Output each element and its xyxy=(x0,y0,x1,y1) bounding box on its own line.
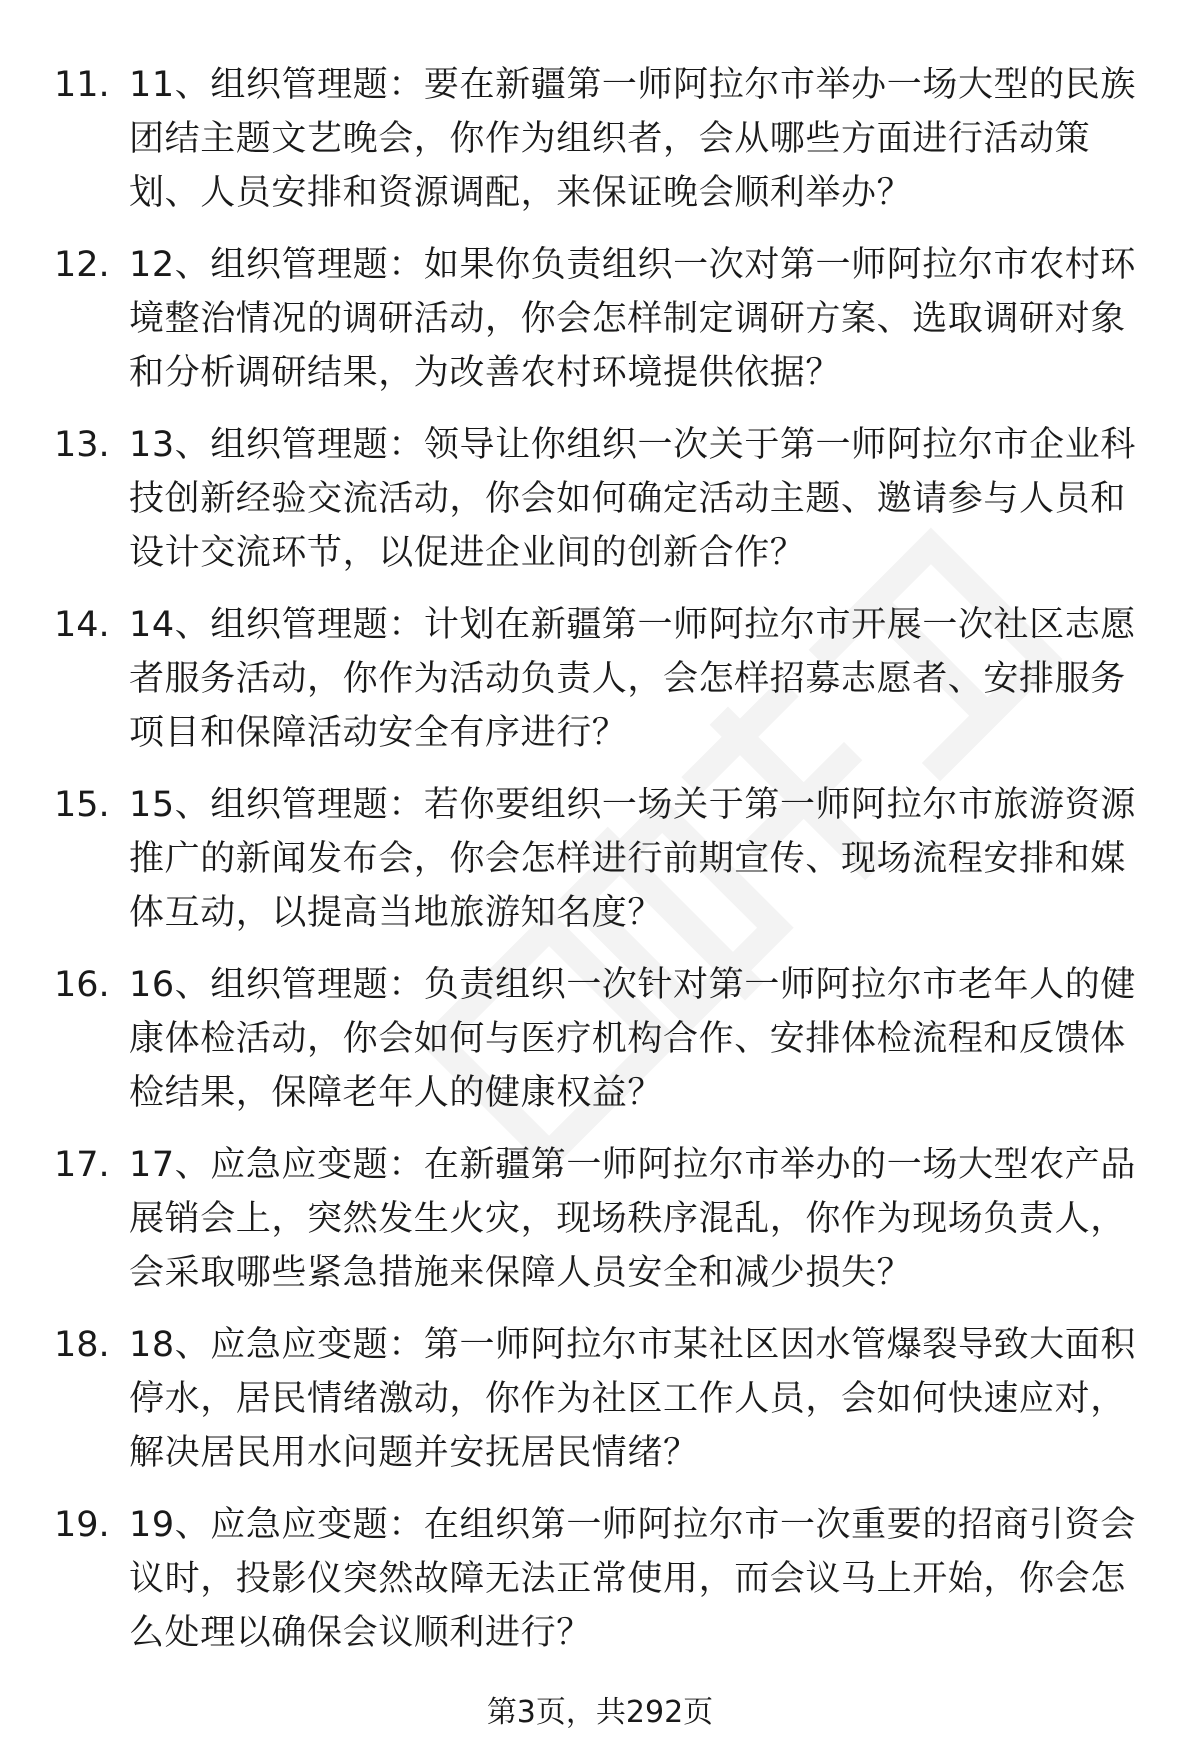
question-text: 14、组织管理题：计划在新疆第一师阿拉尔市开展一次社区志愿者服务活动，你作为活动负责人，会怎样招募志愿者、安排服务项目和保障活动安全有序进行？ xyxy=(129,605,1136,753)
list-item xyxy=(0,238,1200,418)
question-number: 13. xyxy=(54,425,110,465)
question-text: 15、组织管理题：若你要组织一场关于第一师阿拉尔市旅游资源推广的新闻发布会，你会怎样进行前期宣传、现场流程安排和媒体互动，以提高当地旅游知名度？ xyxy=(129,785,1136,933)
page-number-label: 第3页，共292页 xyxy=(486,1695,714,1730)
question-text: 17、应急应变题：在新疆第一师阿拉尔市举办的一场大型农产品展销会上，突然发生火灾，现场秩序混乱，你作为现场负责人，会采取哪些紧急措施来保障人员安全和减少损失？ xyxy=(129,1145,1136,1293)
question-text: 18、应急应变题：第一师阿拉尔市某社区因水管爆裂导致大面积停水，居民情绪激动，你作为社区工作人员，会如何快速应对，解决居民用水问题并安抚居民情绪？ xyxy=(129,1325,1136,1473)
question-text: 16、组织管理题：负责组织一次针对第一师阿拉尔市老年人的健康体检活动，你会如何与医疗机构合作、安排体检流程和反馈体检结果，保障老年人的健康权益？ xyxy=(129,965,1136,1113)
list-item xyxy=(0,598,1200,778)
list-item xyxy=(0,418,1200,598)
question-number: 15. xyxy=(54,785,110,825)
question-number: 14. xyxy=(54,605,110,645)
list-item xyxy=(0,778,1200,958)
question-number: 11. xyxy=(54,65,110,105)
question-list xyxy=(0,58,1200,1678)
list-item xyxy=(0,1498,1200,1678)
page-footer xyxy=(0,1693,1200,1733)
question-text: 13、组织管理题：领导让你组织一次关于第一师阿拉尔市企业科技创新经验交流活动，你会如何确定活动主题、邀请参与人员和设计交流环节，以促进企业间的创新合作？ xyxy=(129,425,1136,573)
list-item xyxy=(0,1318,1200,1498)
list-item xyxy=(0,58,1200,238)
question-number: 12. xyxy=(54,245,110,285)
question-text: 19、应急应变题：在组织第一师阿拉尔市一次重要的招商引资会议时，投影仪突然故障无法正常使用，而会议马上开始，你会怎么处理以确保会议顺利进行？ xyxy=(129,1505,1136,1653)
question-text: 11、组织管理题：要在新疆第一师阿拉尔市举办一场大型的民族团结主题文艺晚会，你作为组织者，会从哪些方面进行活动策划、人员安排和资源调配，来保证晚会顺利举办？ xyxy=(129,65,1136,213)
list-item xyxy=(0,958,1200,1138)
question-number: 18. xyxy=(54,1325,110,1365)
question-number: 16. xyxy=(54,965,110,1005)
list-item xyxy=(0,1138,1200,1318)
question-number: 19. xyxy=(54,1505,110,1545)
question-text: 12、组织管理题：如果你负责组织一次对第一师阿拉尔市农村环境整治情况的调研活动，你会怎样制定调研方案、选取调研对象和分析调研结果，为改善农村环境提供依据？ xyxy=(129,245,1136,393)
question-number: 17. xyxy=(54,1145,110,1185)
